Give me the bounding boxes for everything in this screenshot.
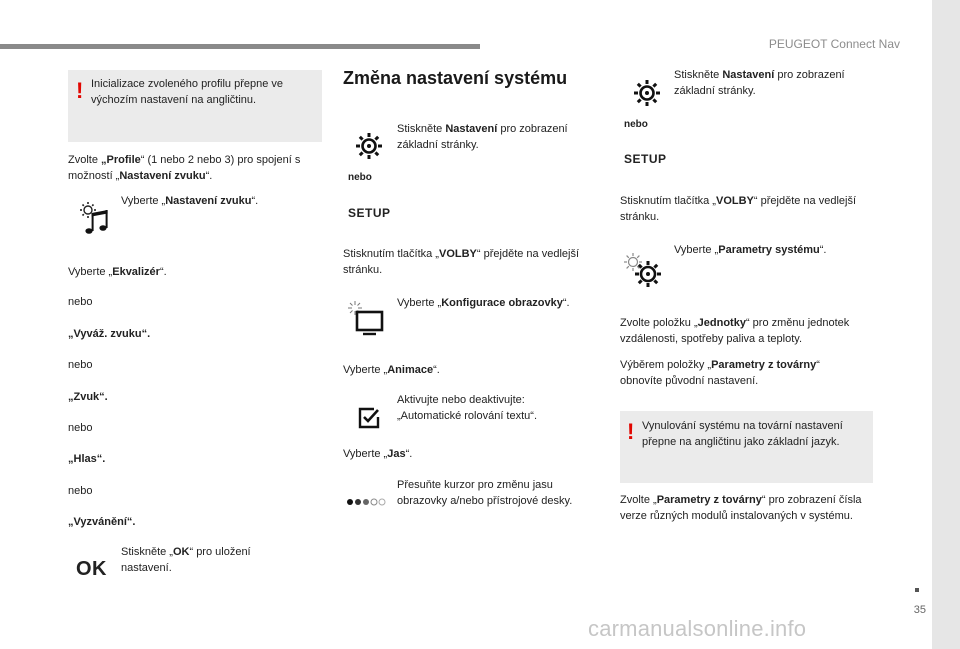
screen-brightness-icon	[346, 300, 386, 336]
sound-settings-icon	[78, 200, 112, 236]
watermark: carmanualsonline.info	[588, 616, 807, 641]
step-screen-config: Vyberte „Konfigurace obrazovky“.	[397, 297, 570, 309]
paragraph-factory-reset: Výběrem položky „Parametry z továrny“ obnovíte původní nastavení.	[620, 359, 820, 387]
paragraph-options: Stisknutím tlačítka „VOLBY“ přejděte na vedlejší stránku.	[343, 248, 580, 276]
paragraph-animation: Vyberte „Animace“.	[343, 364, 440, 376]
page-marker	[915, 588, 919, 592]
paragraph-equalizer: Vyberte „Ekvalizér“.	[68, 266, 167, 278]
step-sound-settings: Vyberte „Nastavení zvuku“.	[121, 195, 259, 207]
settings-gear-icon	[354, 131, 384, 161]
or-text: nebo	[68, 359, 93, 371]
or-text: nebo	[68, 296, 93, 308]
setup-button-label: SETUP	[348, 206, 391, 220]
option-sound: „Zvuk“.	[68, 391, 108, 403]
option-ringtone: „Vyzvánění“.	[68, 516, 136, 528]
paragraph-profile: Zvolte „Profile“ (1 nebo 2 nebo 3) pro spojení s možností „Nastavení zvuku“.	[68, 154, 301, 182]
option-voice: „Hlas“.	[68, 453, 106, 465]
step-ok-save: Stiskněte „OK“ pro uložení nastavení.	[121, 546, 251, 574]
option-balance: „Vyváž. zvuku“.	[68, 328, 151, 340]
page-number: 35	[913, 604, 926, 616]
settings-gear-icon	[632, 78, 662, 108]
warning-icon: !	[627, 419, 635, 444]
header-bar	[0, 44, 480, 49]
paragraph-module-versions: Zvolte „Parametry z továrny“ pro zobrazení čísla verze různých modulů instalovaných v systému.	[620, 494, 862, 522]
warning-note-text: Inicializace zvoleného profilu přepne ve výchozím nastavení na angličtinu.	[91, 78, 284, 106]
page-side-strip	[932, 0, 960, 649]
ok-icon: OK	[76, 558, 107, 580]
warning-icon: !	[76, 78, 84, 103]
step-auto-scroll: Aktivujte nebo deaktivujte: „Automatické rolování textu“.	[397, 394, 538, 422]
brightness-slider-icon	[346, 495, 390, 507]
step-system-parameters: Vyberte „Parametry systému“.	[674, 244, 827, 256]
setup-button-label: SETUP	[624, 152, 667, 166]
system-settings-icon	[622, 250, 664, 290]
or-text: nebo	[68, 485, 93, 497]
or-text: nebo	[68, 422, 93, 434]
or-label: nebo	[624, 119, 648, 130]
section-heading: Změna nastavení systému	[343, 68, 568, 88]
header-title: PEUGEOT Connect Nav	[768, 37, 900, 51]
warning-note-text: Vynulování systému na tovární nastavení přepne na angličtinu jako základní jazyk.	[642, 420, 843, 448]
step-press-settings: Stiskněte Nastavení pro zobrazení základní stránky.	[674, 69, 845, 97]
checkbox-icon	[358, 407, 380, 429]
paragraph-units: Zvolte položku „Jednotky“ pro změnu jednotek vzdálenosti, spotřeby paliva a teploty.	[620, 317, 850, 345]
paragraph-options: Stisknutím tlačítka „VOLBY“ přejděte na vedlejší stránku.	[620, 195, 857, 223]
step-brightness-slider: Přesuňte kurzor pro změnu jasu obrazovky a/nebo přístrojové desky.	[397, 479, 573, 507]
paragraph-brightness: Vyberte „Jas“.	[343, 448, 413, 460]
step-press-settings: Stiskněte Nastavení pro zobrazení základní stránky.	[397, 123, 568, 151]
or-label: nebo	[348, 172, 372, 183]
